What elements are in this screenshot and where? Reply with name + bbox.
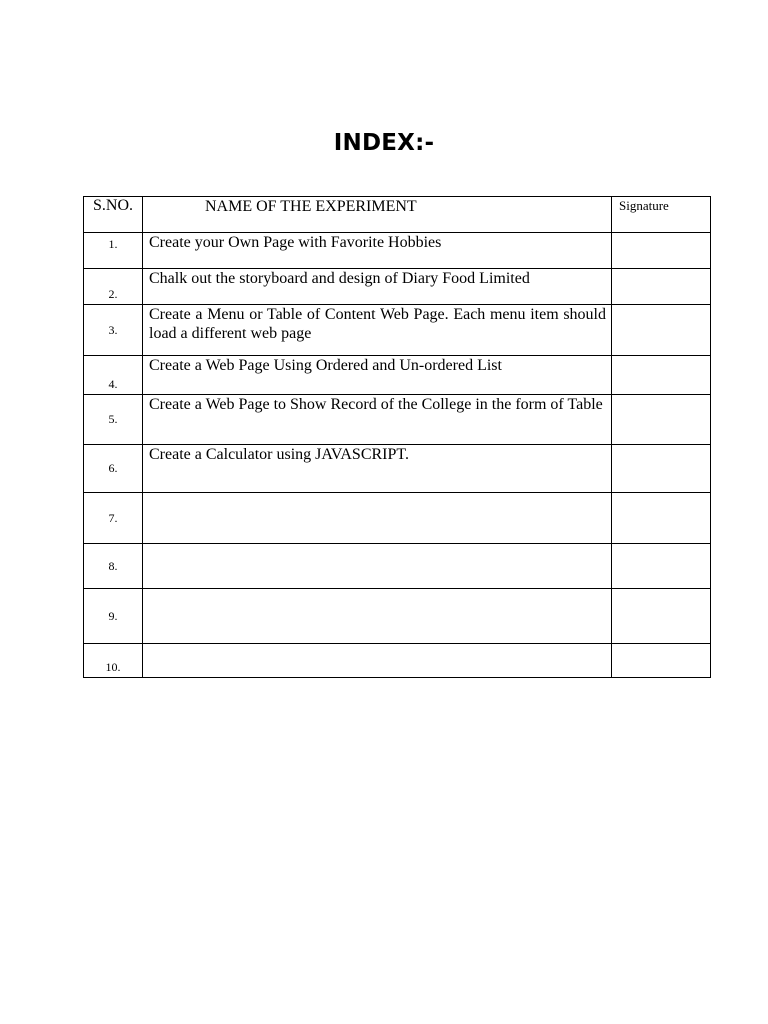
row-sno: 1. [84, 233, 143, 269]
table-row [84, 644, 711, 678]
row-experiment-name [143, 589, 612, 644]
table-row [84, 445, 711, 493]
row-signature-cell [612, 589, 711, 644]
table-row [84, 269, 711, 305]
row-experiment-name: Create a Web Page Using Ordered and Un-ordered List [143, 356, 612, 395]
row-signature-cell [612, 269, 711, 305]
row-signature-cell [612, 305, 711, 356]
row-sno: 3. [84, 305, 143, 356]
row-sno: 9. [84, 589, 143, 644]
table-row [84, 395, 711, 445]
row-signature-cell [612, 445, 711, 493]
table-header-row [84, 197, 711, 233]
row-signature-cell [612, 395, 711, 445]
table-row [84, 493, 711, 544]
row-experiment-name: Create a Menu or Table of Content Web Page. Each menu item should load a different web page [143, 305, 612, 356]
row-experiment-name [143, 544, 612, 589]
header-experiment-name: NAME OF THE EXPERIMENT [143, 197, 612, 233]
row-signature-cell [612, 644, 711, 678]
row-sno: 2. [84, 269, 143, 305]
row-experiment-name: Create your Own Page with Favorite Hobbies [143, 233, 612, 269]
table-row [84, 305, 711, 356]
row-signature-cell [612, 233, 711, 269]
row-signature-cell [612, 544, 711, 589]
row-sno: 10. [84, 644, 143, 678]
header-signature: Signature [612, 197, 711, 233]
row-sno: 5. [84, 395, 143, 445]
row-sno: 8. [84, 544, 143, 589]
row-sno: 4. [84, 356, 143, 395]
experiment-index-table [83, 196, 711, 678]
table-row [84, 233, 711, 269]
table-row [84, 544, 711, 589]
row-experiment-name: Create a Calculator using JAVASCRIPT. [143, 445, 612, 493]
table-row [84, 589, 711, 644]
row-sno: 7. [84, 493, 143, 544]
row-signature-cell [612, 493, 711, 544]
page-title: INDEX:- [333, 130, 435, 156]
row-signature-cell [612, 356, 711, 395]
row-experiment-name: Chalk out the storyboard and design of Diary Food Limited [143, 269, 612, 305]
row-experiment-name [143, 493, 612, 544]
row-experiment-name [143, 644, 612, 678]
row-sno: 6. [84, 445, 143, 493]
row-experiment-name: Create a Web Page to Show Record of the College in the form of Table [143, 395, 612, 445]
table-row [84, 356, 711, 395]
header-sno: S.NO. [84, 197, 143, 233]
